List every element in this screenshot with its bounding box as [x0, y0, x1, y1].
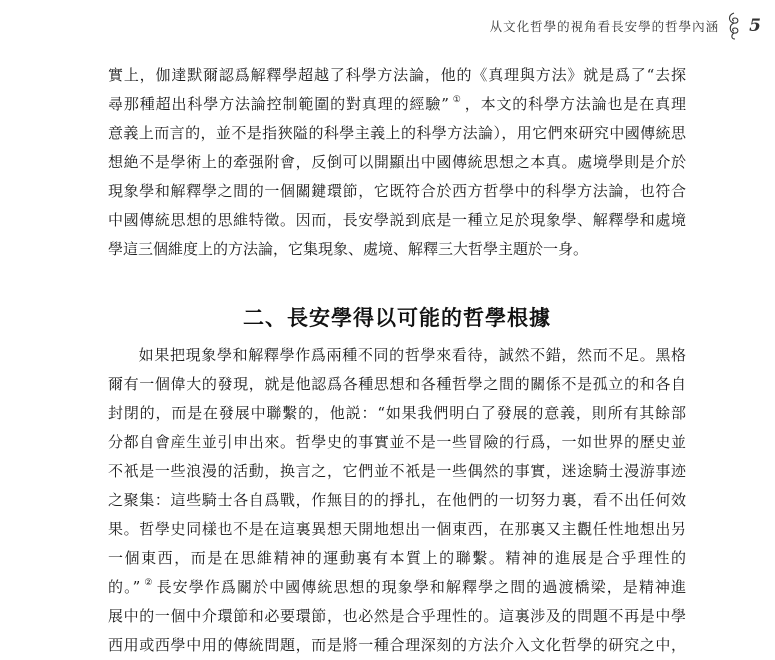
text-line: 之聚集：這些騎士各自爲戰，作無目的的掙扎，在他們的一切努力裏，看不出任何效 [108, 491, 686, 509]
text-line [108, 341, 686, 370]
text-line: 不衹是一些浪漫的活動，换言之，它們並不衹是一些偶然的事實，迷途騎士漫游事迹 [108, 462, 686, 480]
text-line: 中國傳統思想的思維特徵。因而，長安學説到底是一種立足於現象學、解釋學和處境 [108, 211, 686, 229]
text-line: 現象學和解釋學之間的一個關鍵環節，它既符合於西方哲學中的科學方法論，也符合 [108, 182, 686, 200]
text-line: 實上，伽達默爾認爲解釋學超越了科學方法論，他的《真理與方法》就是爲了“去探 [108, 66, 686, 84]
running-header [490, 8, 761, 44]
text-segment: 的。” [108, 578, 141, 596]
text-line: 學這三個維度上的方法論，它集現象、處境、解釋三大哲學主題於一身。 [108, 240, 589, 258]
page-number: 5 [749, 16, 761, 36]
text-line: 一個東西，而是在思維精神的運動裏有本質上的聯繫。精神的進展是合乎理性的 [108, 549, 686, 567]
text-segment: ，本文的科學方法論也是在真理 [464, 95, 686, 113]
footnote-marker[interactable]: ① [451, 95, 462, 105]
text-line [108, 573, 686, 602]
decorative-swirl-icon [725, 11, 743, 41]
text-line: 意義上而言的，並不是指狹隘的科學主義上的科學方法論），用它們來研究中國傳統思 [108, 124, 686, 142]
text-line: 爾有一個偉大的發現，就是他認爲各種思想和各種哲學之間的關係不是孤立的和各自 [108, 375, 686, 393]
text-line: 想絶不是學術上的牽强附會，反倒可以開顯出中國傳統思想之本真。處境學則是介於 [108, 153, 686, 171]
section-heading: 二、長安學得以可能的哲學根據 [243, 306, 551, 331]
text-line: 展中的一個中介環節和必要環節，也必然是合乎理性的。這裏涉及的問題不再是中學 [108, 607, 686, 625]
text-line: 果。哲學史同樣也不是在這裏異想天開地想出一個東西，在那裏又主觀任性地想出另 [108, 520, 686, 538]
text-line: 封閉的，而是在發展中聯繫的，他説：“如果我們明白了發展的意義，則所有其餘部 [108, 404, 686, 422]
paragraph-1 [108, 61, 686, 264]
text-segment: 如果把現象學和解釋學作爲兩種不同的哲學來看待，誠然不錯，然而不足。黑格 [138, 346, 686, 364]
footnote-marker[interactable]: ② [143, 578, 154, 588]
text-segment: 尋那種超出科學方法論控制範圍的對真理的經驗” [108, 95, 449, 113]
text-line: 西用或西學中用的傳統問題，而是將一種合理深刻的方法介入文化哲學的研究之中， [108, 636, 686, 654]
paragraph-2 [108, 341, 686, 660]
text-line [108, 90, 686, 119]
text-line: 分都自會産生並引申出來。哲學史的事實並不是一些冒險的行爲，一如世界的歷史並 [108, 433, 686, 451]
running-title: 从文化哲學的視角看長安學的哲學內涵 [489, 19, 720, 34]
text-segment: 長安學作爲關於中國傳統思想的現象學和解釋學之間的過渡橋梁，是精神進 [156, 578, 686, 596]
